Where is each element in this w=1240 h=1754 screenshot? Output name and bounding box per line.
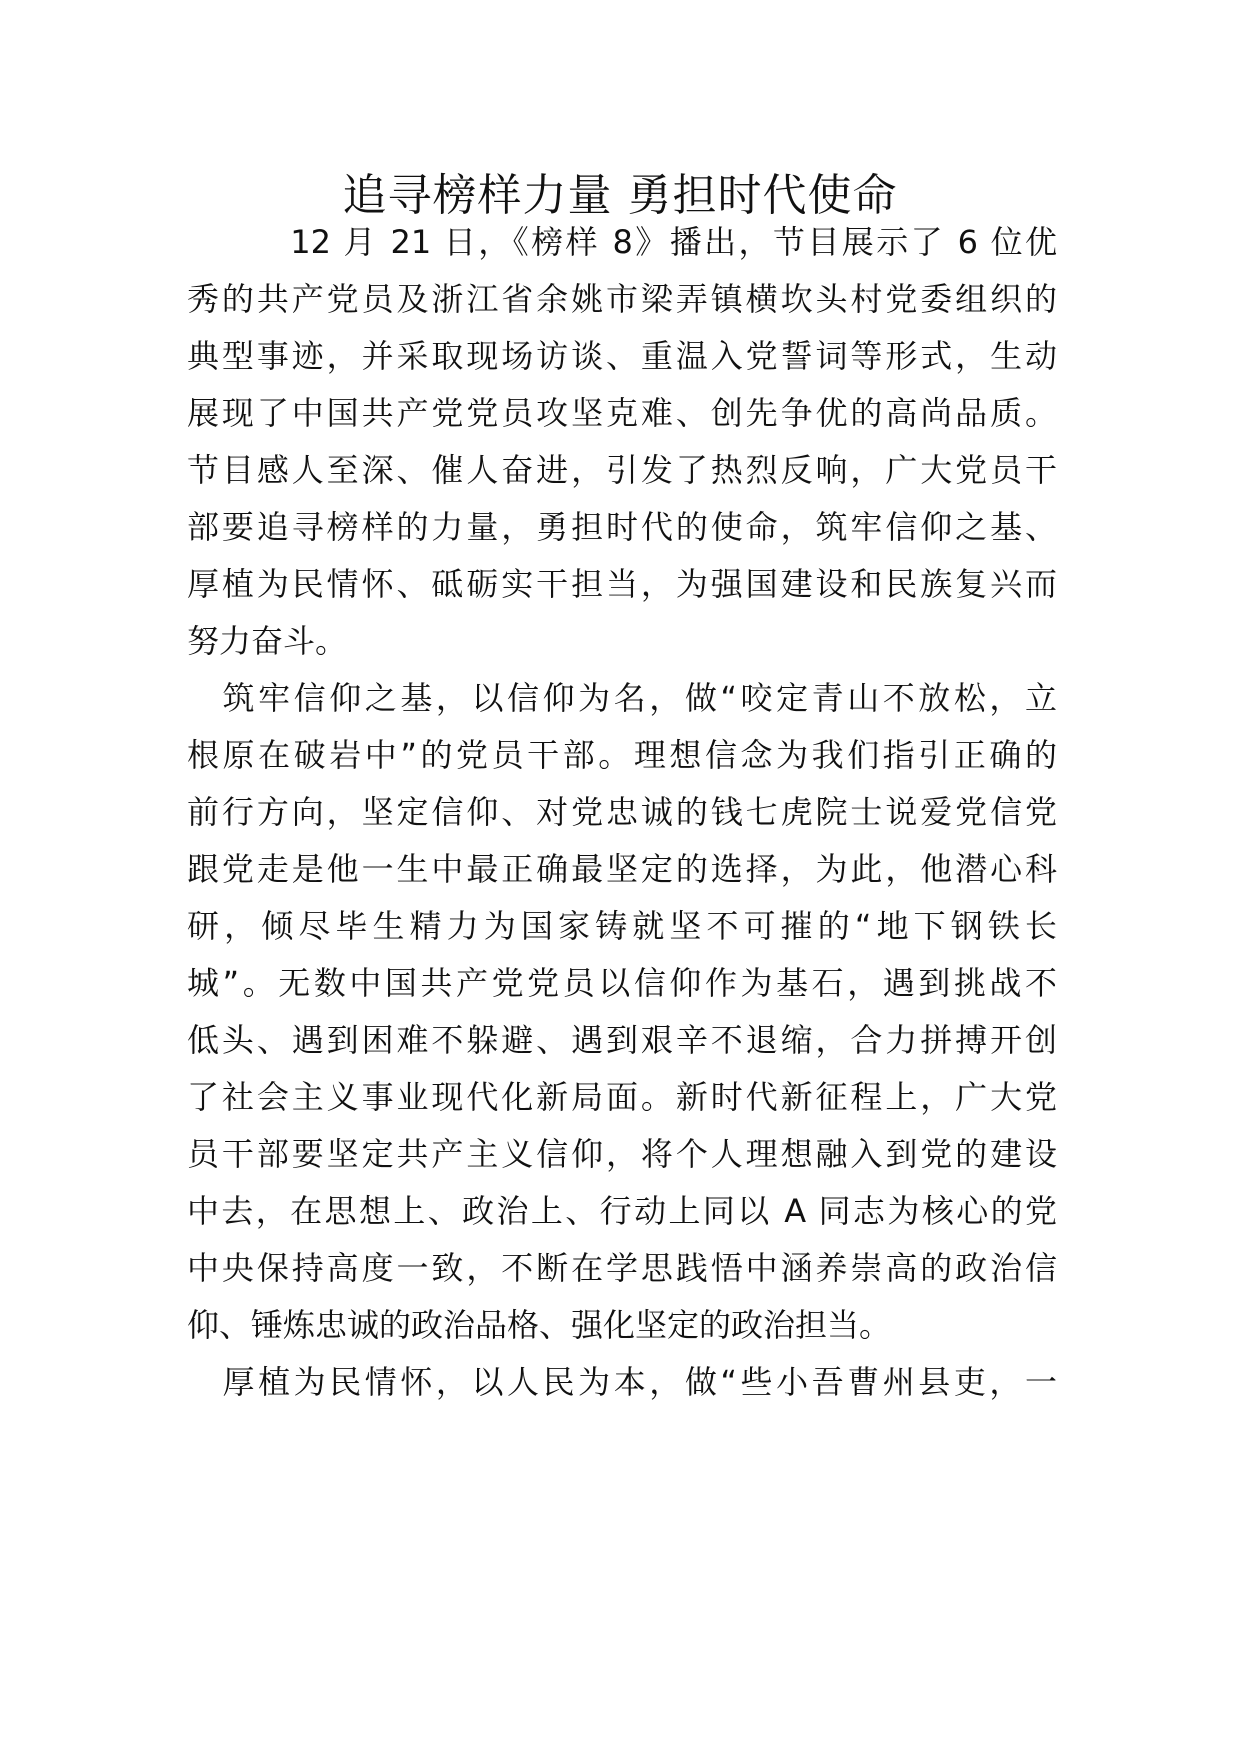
- body-line: 城”。无数中国共产党党员以信仰作为基石，遇到挑战不: [187, 964, 1057, 1002]
- body-line: 根原在破岩中”的党员干部。理想信念为我们指引正确的: [187, 736, 1057, 774]
- body-line: 12 月 21 日，《榜样 8》播出，节目展示了 6 位优: [187, 223, 1057, 261]
- body-line: 中去，在思想上、政治上、行动上同以 A 同志为核心的党: [187, 1192, 1057, 1230]
- body-line: 厚植为民情怀、砥砺实干担当，为强国建设和民族复兴而: [187, 565, 1057, 603]
- body-line: 典型事迹，并采取现场访谈、重温入党誓词等形式，生动: [187, 337, 1057, 375]
- document-title: 追寻榜样力量 勇担时代使命: [342, 170, 898, 221]
- body-line: 跟党走是他一生中最正确最坚定的选择，为此，他潜心科: [187, 850, 1057, 888]
- body-line: 部要追寻榜样的力量，勇担时代的使命，筑牢信仰之基、: [187, 508, 1057, 546]
- body-line: 低头、遇到困难不躲避、遇到艰辛不退缩，合力拼搏开创: [187, 1021, 1057, 1059]
- body-line: 节目感人至深、催人奋进，引发了热烈反响，广大党员干: [187, 451, 1057, 489]
- body-line: 前行方向，坚定信仰、对党忠诚的钱七虎院士说爱党信党: [187, 793, 1057, 831]
- body-line: 研，倾尽毕生精力为国家铸就坚不可摧的“地下钢铁长: [187, 907, 1057, 945]
- body-line: 展现了中国共产党党员攻坚克难、创先争优的高尚品质。: [187, 394, 1057, 432]
- body-line: 秀的共产党员及浙江省余姚市梁弄镇横坎头村党委组织的: [187, 280, 1057, 318]
- body-line: 筑牢信仰之基，以信仰为名，做“咬定青山不放松，立: [187, 679, 1057, 717]
- body-line: 努力奋斗。: [187, 622, 348, 660]
- body-line: 中央保持高度一致，不断在学思践悟中涵养崇高的政治信: [187, 1249, 1057, 1287]
- body-line: 仰、锤炼忠诚的政治品格、强化坚定的政治担当。: [187, 1306, 892, 1344]
- body-line: 了社会主义事业现代化新局面。新时代新征程上，广大党: [187, 1078, 1057, 1116]
- body-line: 厚植为民情怀，以人民为本，做“些小吾曹州县吏，一: [187, 1363, 1057, 1401]
- body-line: 员干部要坚定共产主义信仰，将个人理想融入到党的建设: [187, 1135, 1057, 1173]
